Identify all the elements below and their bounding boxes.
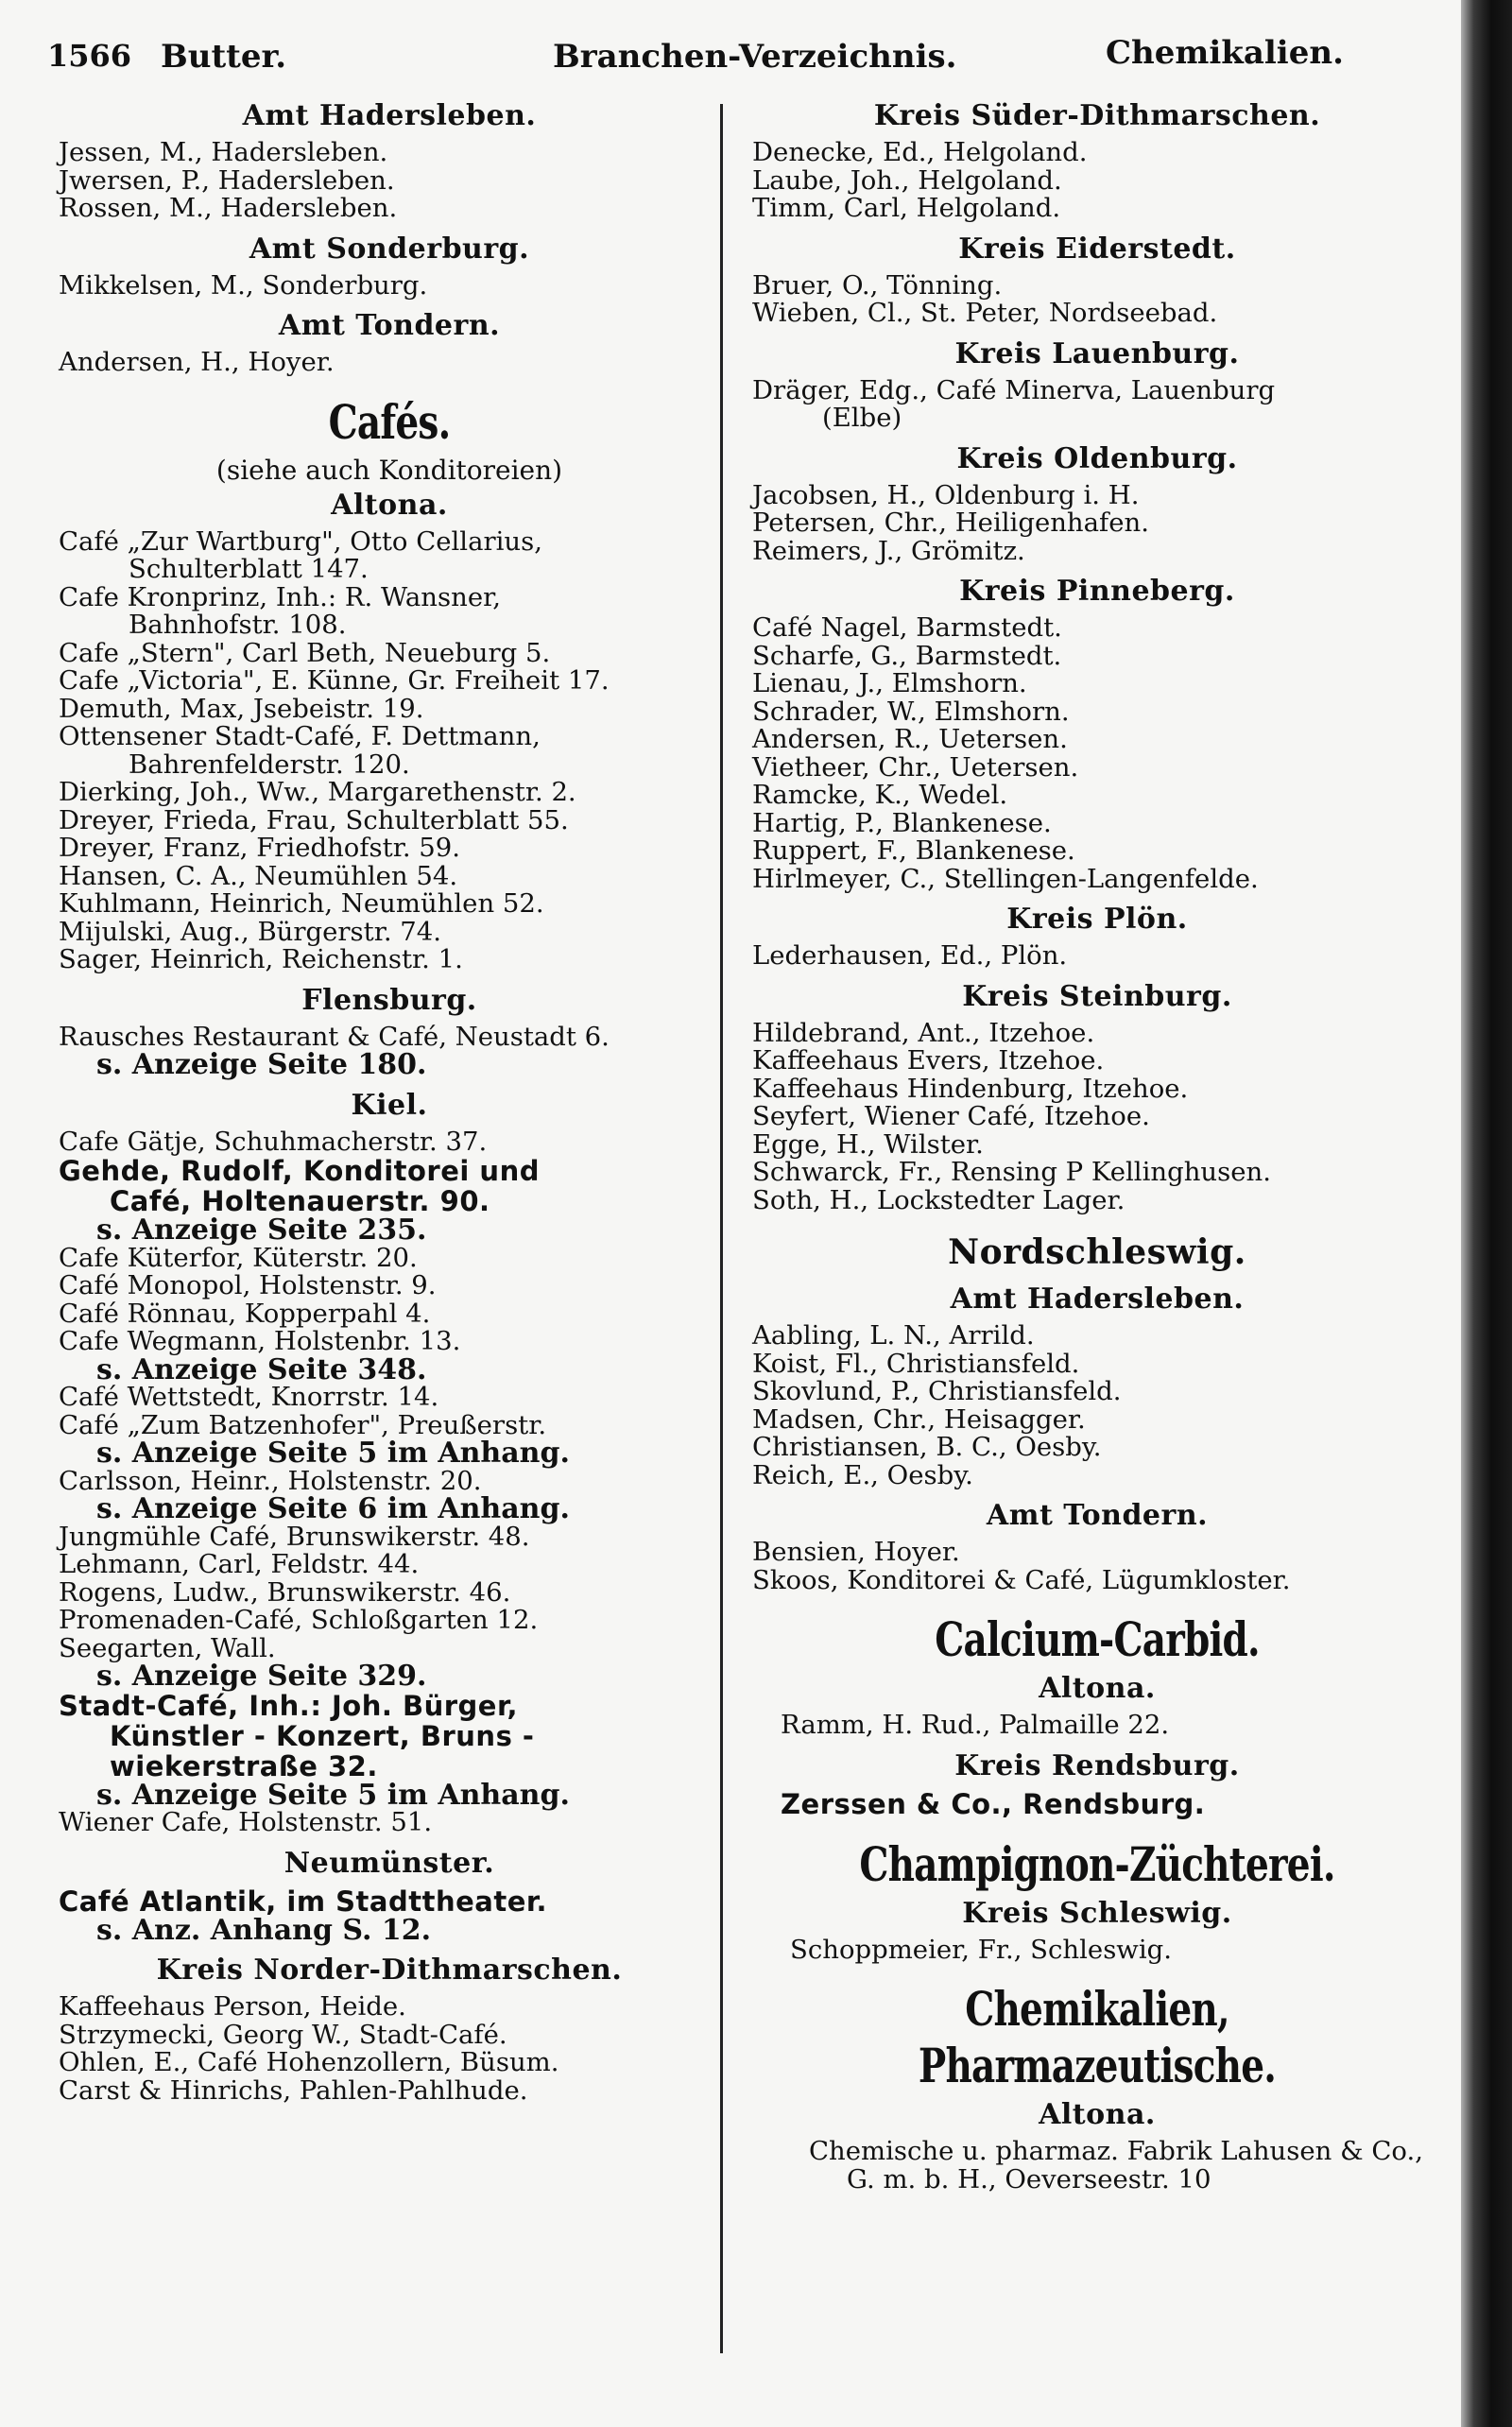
category-heading-champignon: Champignon-Züchterei. [859,1835,1335,1892]
list-item: Kaffeehaus Evers, Itzehoe. [752,1045,1105,1076]
list-item: Andersen, R., Uetersen. [752,724,1068,754]
list-item: Seyfert, Wiener Café, Itzehoe. [752,1101,1150,1131]
right-column [752,90,1442,2194]
district-heading: Amt Hadersleben. [950,1282,1245,1316]
district-heading: Kreis Oldenburg. [956,441,1238,475]
list-item: Dreyer, Franz, Friedhofstr. 59. [59,833,461,863]
featured-list-item: Gehde, Rudolf, Konditorei und [59,1155,540,1187]
category-heading-chemikalien: Chemikalien, Pharmazeutische. [918,1981,1277,2093]
list-item: Lederhausen, Ed., Plön. [752,940,1068,971]
district-heading: Amt Tondern. [278,309,501,342]
list-item: Ramm, H. Rud., Palmaille 22. [781,1710,1170,1740]
list-item: Rossen, M., Hadersleben. [59,193,398,223]
list-item: Ruppert, F., Blankenese. [752,835,1075,866]
list-item: Skovlund, P., Christiansfeld. [752,1376,1122,1406]
district-heading: Amt Tondern. [986,1499,1209,1532]
list-item: Ottensener Stadt-Café, F. Dettmann, [59,721,541,751]
list-item: Schrader, W., Elmshorn. [752,696,1070,727]
advert-reference: s. Anzeige Seite 6 im Anhang. [96,1492,570,1525]
list-item: Christiansen, B. C., Oesby. [752,1432,1102,1462]
list-item-continuation: Bahrenfelderstr. 120. [129,749,410,780]
advert-reference: s. Anzeige Seite 5 im Anhang. [96,1778,570,1812]
district-heading: Kreis Schleswig. [962,1896,1232,1930]
list-item: Ramcke, K., Wedel. [752,780,1008,810]
list-item: Café Monopol, Holstenstr. 9. [59,1270,437,1300]
featured-list-item: Zerssen & Co., Rendsburg. [781,1787,1206,1820]
list-item: Café „Zum Batzenhofer", Preußerstr. [59,1409,547,1440]
list-item: Café Wettstedt, Knorrstr. 14. [59,1382,439,1412]
list-item: Café Rönnau, Kopperpahl 4. [59,1298,431,1329]
list-item: Carlsson, Heinr., Holstenstr. 20. [59,1465,482,1496]
list-item-continuation: (Elbe) [822,403,902,433]
list-item-continuation: Künstler - Konzert, Bruns - [110,1719,535,1752]
list-item: Cafe „Stern", Carl Beth, Neueburg 5. [59,637,551,668]
list-item: Dreyer, Frieda, Frau, Schulterblatt 55. [59,804,569,835]
list-item: Wiener Cafe, Holstenstr. 51. [59,1807,433,1837]
list-item: Rausches Restaurant & Café, Neustadt 6. [59,1021,610,1052]
district-heading: Kreis Norder-Dithmarschen. [156,1954,623,1987]
district-heading: Kreis Süder-Dithmarschen. [873,99,1321,132]
district-heading: Kreis Eiderstedt. [958,232,1236,266]
list-item: Kaffeehaus Hindenburg, Itzehoe. [752,1073,1189,1104]
page-number: 1566 [47,38,132,74]
list-item: Andersen, H., Hoyer. [59,347,335,377]
list-item: Cafe Küterfor, Küterstr. 20. [59,1242,418,1273]
district-heading: Kreis Lauenburg. [954,336,1240,370]
category-note: (siehe auch Konditoreien) [215,454,563,486]
list-item: Jungmühle Café, Brunswikerstr. 48. [59,1521,530,1552]
list-item: Egge, H., Wilster. [752,1128,984,1160]
city-heading: Altona. [1039,1672,1156,1705]
column-divider [720,104,723,2353]
list-item: Cafe „Victoria", E. Künne, Gr. Freiheit 17. [59,665,610,696]
list-item-continuation: G. m. b. H., Oeverseestr. 10 [847,2163,1211,2195]
list-item: Ohlen, E., Café Hohenzollern, Büsum. [59,2047,559,2077]
featured-list-item: Stadt-Café, Inh.: Joh. Bürger, [59,1689,519,1722]
list-item: Timm, Carl, Helgoland. [752,193,1061,223]
list-item: Jessen, M., Hadersleben. [59,137,388,167]
list-item: Demuth, Max, Jsebeistr. 19. [59,693,424,724]
category-heading-calcium-carbid: Calcium-Carbid. [935,1611,1260,1667]
list-item: Scharfe, G., Barmstedt. [752,640,1062,671]
list-item-continuation: Bahnhofstr. 108. [129,610,347,640]
city-heading: Altona. [331,488,448,522]
list-item: Aabling, L. N., Arrild. [752,1320,1035,1351]
district-heading: Amt Sonderburg. [249,232,530,266]
district-heading: Kreis Pinneberg. [959,575,1235,608]
list-item: Petersen, Chr., Heiligenhafen. [752,508,1149,538]
district-heading: Kreis Steinburg. [962,979,1232,1013]
list-item: Madsen, Chr., Heisagger. [752,1403,1086,1435]
scan-edge [1461,0,1512,2427]
list-item: Promenaden-Café, Schloßgarten 12. [59,1605,539,1635]
list-item: Strzymecki, Georg W., Stadt-Café. [59,2019,507,2050]
list-item: Hartig, P., Blankenese. [752,807,1052,838]
list-item-continuation: wiekerstraße 32. [110,1749,378,1782]
city-heading: Neumünster. [284,1846,495,1880]
list-item: Lienau, J., Elmshorn. [752,668,1027,698]
list-item-continuation: Schulterblatt 147. [129,554,369,584]
list-item: Chemische u. pharmaz. Fabrik Lahusen & Co., [809,2136,1423,2166]
list-item: Wieben, Cl., St. Peter, Nordseebad. [752,298,1218,328]
list-item: Carst & Hinrichs, Pahlen-Pahlhude. [59,2074,528,2106]
city-heading: Kiel. [351,1088,428,1122]
region-heading: Nordschleswig. [948,1232,1246,1272]
list-item: Reich, E., Oesby. [752,1459,973,1490]
running-section-right: Chemikalien. [1106,34,1344,72]
city-heading: Altona. [1039,2098,1156,2131]
list-item: Schoppmeier, Fr., Schleswig. [790,1934,1172,1965]
list-item: Jacobsen, H., Oldenburg i. H. [752,479,1140,510]
list-item: Kaffeehaus Person, Heide. [59,1991,406,2022]
running-section: Butter. [161,38,287,76]
category-heading-cafes: Cafés. [328,393,451,450]
list-item: Café Nagel, Barmstedt. [752,612,1062,643]
list-item: Café „Zur Wartburg", Otto Cellarius, [59,525,542,557]
list-item: Cafe Gätje, Schuhmacherstr. 37. [59,1126,488,1157]
featured-list-item: Café Atlantik, im Stadttheater. [59,1885,548,1918]
list-item: Hansen, C. A., Neumühlen 54. [59,860,458,891]
list-item: Cafe Kronprinz, Inh.: R. Wansner, [59,581,501,612]
list-item: Jwersen, P., Hadersleben. [59,164,395,196]
list-item: Rogens, Ludw., Brunswikerstr. 46. [59,1576,511,1608]
list-item: Cafe Wegmann, Holstenbr. 13. [59,1326,461,1356]
list-item: Schwarck, Fr., Rensing P Kellinghusen. [752,1157,1271,1187]
advert-reference: s. Anzeige Seite 180. [96,1048,427,1081]
page-header [38,30,1344,77]
page-title: Branchen-Verzeichnis. [553,38,957,76]
list-item: Lehmann, Carl, Feldstr. 44. [59,1549,420,1579]
list-item: Soth, H., Lockstedter Lager. [752,1184,1125,1215]
list-item: Reimers, J., Grömitz. [752,535,1025,566]
list-item: Hirlmeyer, C., Stellingen-Langenfelde. [752,863,1259,894]
list-item: Laube, Joh., Helgoland. [752,164,1062,196]
advert-reference: s. Anz. Anhang S. 12. [96,1913,432,1947]
list-item: Dierking, Joh., Ww., Margarethenstr. 2. [59,777,576,807]
advert-reference: s. Anzeige Seite 235. [96,1214,427,1247]
advert-reference: s. Anzeige Seite 5 im Anhang. [96,1437,570,1470]
list-item: Denecke, Ed., Helgoland. [752,137,1088,167]
list-item: Kuhlmann, Heinrich, Neumühlen 52. [59,888,544,919]
district-heading: Amt Hadersleben. [242,99,537,132]
list-item: Vietheer, Chr., Uetersen. [752,751,1079,783]
advert-reference: s. Anzeige Seite 329. [96,1660,427,1693]
district-heading: Kreis Plön. [1006,903,1188,936]
list-item-continuation: Café, Holtenauerstr. 90. [110,1185,490,1217]
city-heading: Flensburg. [301,983,477,1017]
list-item: Mikkelsen, M., Sonderburg. [59,269,428,301]
list-item: Hildebrand, Ant., Itzehoe. [752,1017,1095,1048]
list-item: Seegarten, Wall. [59,1632,276,1663]
list-item: Skoos, Konditorei & Café, Lügumkloster. [752,1564,1291,1595]
list-item: Bensien, Hoyer. [752,1537,960,1567]
list-item: Koist, Fl., Christiansfeld. [752,1348,1080,1379]
district-heading: Kreis Rendsburg. [954,1748,1240,1782]
advert-reference: s. Anzeige Seite 348. [96,1352,427,1386]
list-item: Dräger, Edg., Café Minerva, Lauenburg [752,374,1276,405]
list-item: Bruer, O., Tönning. [752,269,1003,301]
list-item: Mijulski, Aug., Bürgerstr. 74. [59,916,442,947]
list-item: Sager, Heinrich, Reichenstr. 1. [59,944,463,974]
left-column [59,90,720,2105]
